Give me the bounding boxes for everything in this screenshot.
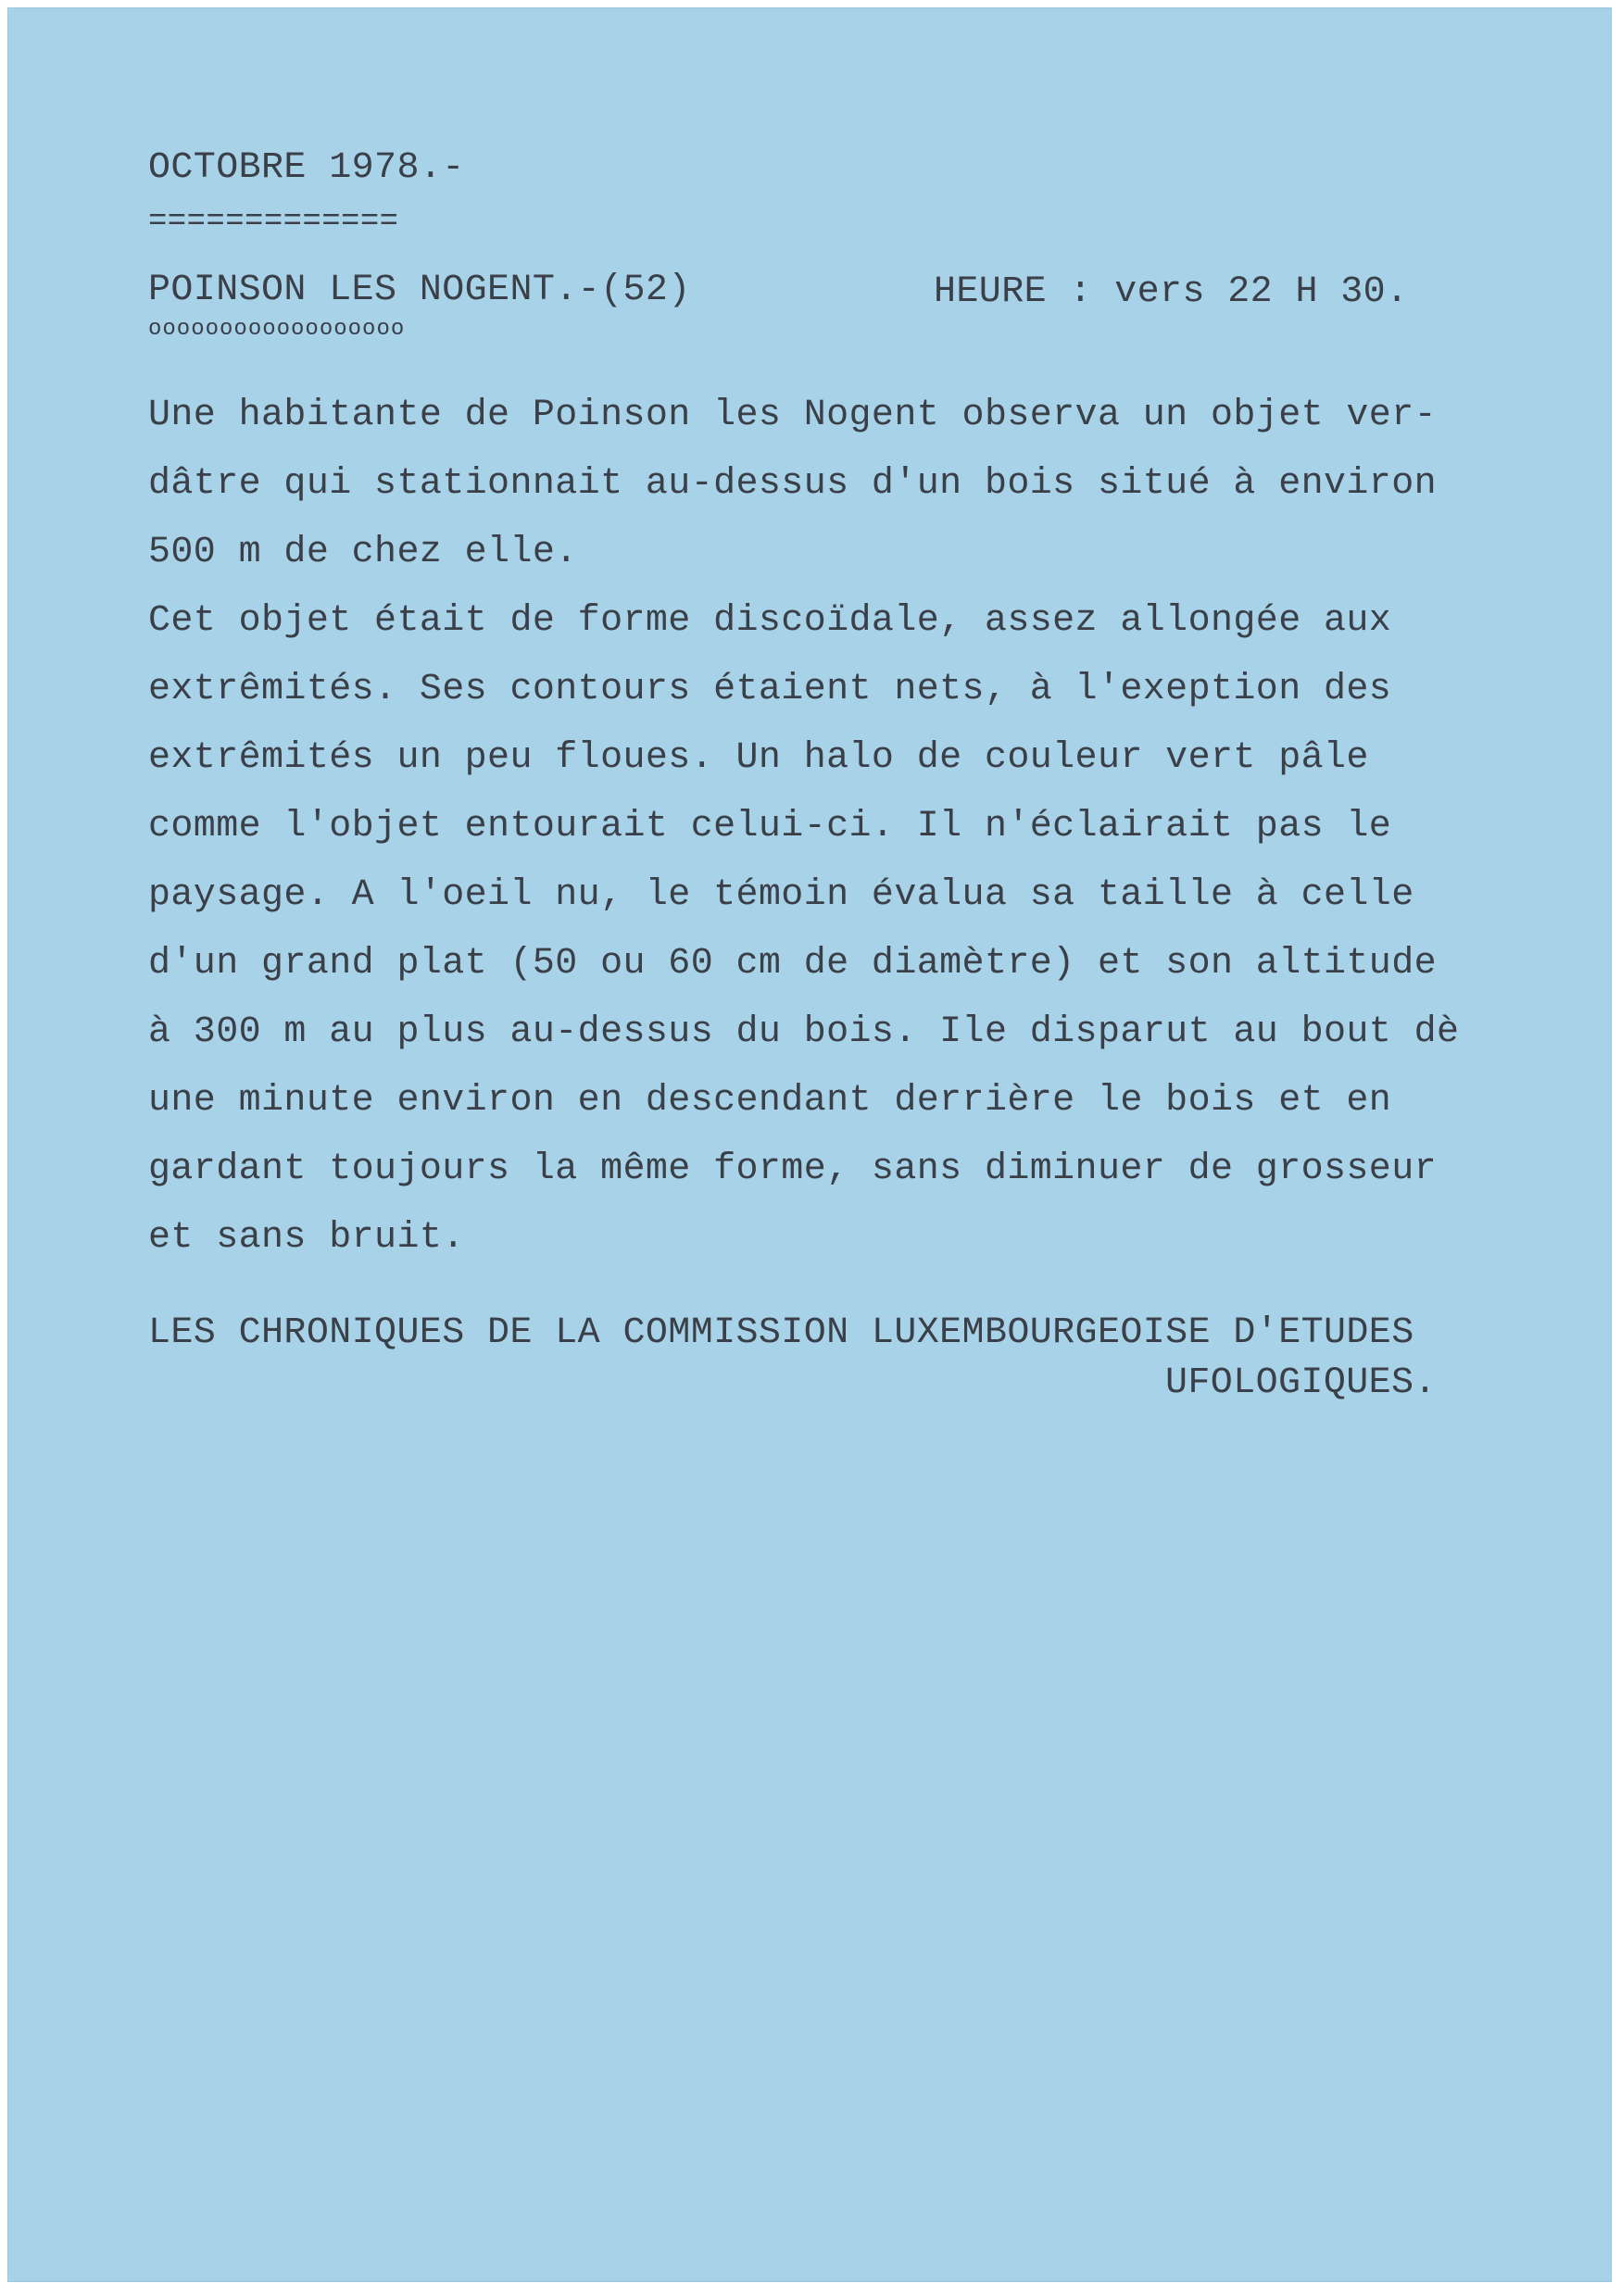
body-line: et sans bruit. <box>148 1217 465 1259</box>
body-line: extrêmités. Ses contours étaient nets, à l'exeption des <box>148 669 1392 710</box>
body-line: extrêmités un peu floues. Un halo de couleur vert pâle <box>148 737 1369 779</box>
body-line: dâtre qui stationnait au-dessus d'un bois situé à environ <box>148 463 1438 505</box>
body-line: à 300 m au plus au-dessus du bois. Ile disparut au bout dè <box>148 1011 1460 1053</box>
body-line: comme l'objet entourait celui-ci. Il n'éclairait pas le <box>148 806 1392 847</box>
body-line: 500 m de chez elle. <box>148 532 578 573</box>
location-heading-underline: oooooooooooooooooo <box>148 317 406 342</box>
body-line: Cet objet était de forme discoïdale, assez allongée aux <box>148 600 1392 642</box>
time-of-sighting: HEURE : vers 22 H 30. <box>934 271 1409 313</box>
report-body <box>148 382 1565 1273</box>
location-heading: POINSON LES NOGENT.-(52) <box>148 270 691 311</box>
body-line: une minute environ en descendant derrière le bois et en <box>148 1080 1392 1122</box>
date-heading-underline: ============= <box>148 205 399 240</box>
source-attribution: LES CHRONIQUES DE LA COMMISSION LUXEMBOURGEOISE D'ETUDES <box>148 1312 1414 1354</box>
report-date-heading: OCTOBRE 1978.- <box>148 147 465 189</box>
typewritten-sheet <box>7 7 1612 2282</box>
body-line: paysage. A l'oeil nu, le témoin évalua sa taille à celle <box>148 874 1414 916</box>
body-line: gardant toujours la même forme, sans diminuer de grosseur <box>148 1148 1438 1190</box>
body-line: d'un grand plat (50 ou 60 cm de diamètre) et son altitude <box>148 943 1438 985</box>
source-attribution-continuation: UFOLOGIQUES. <box>1165 1362 1437 1404</box>
body-line: Une habitante de Poinson les Nogent observa un objet ver- <box>148 395 1438 436</box>
